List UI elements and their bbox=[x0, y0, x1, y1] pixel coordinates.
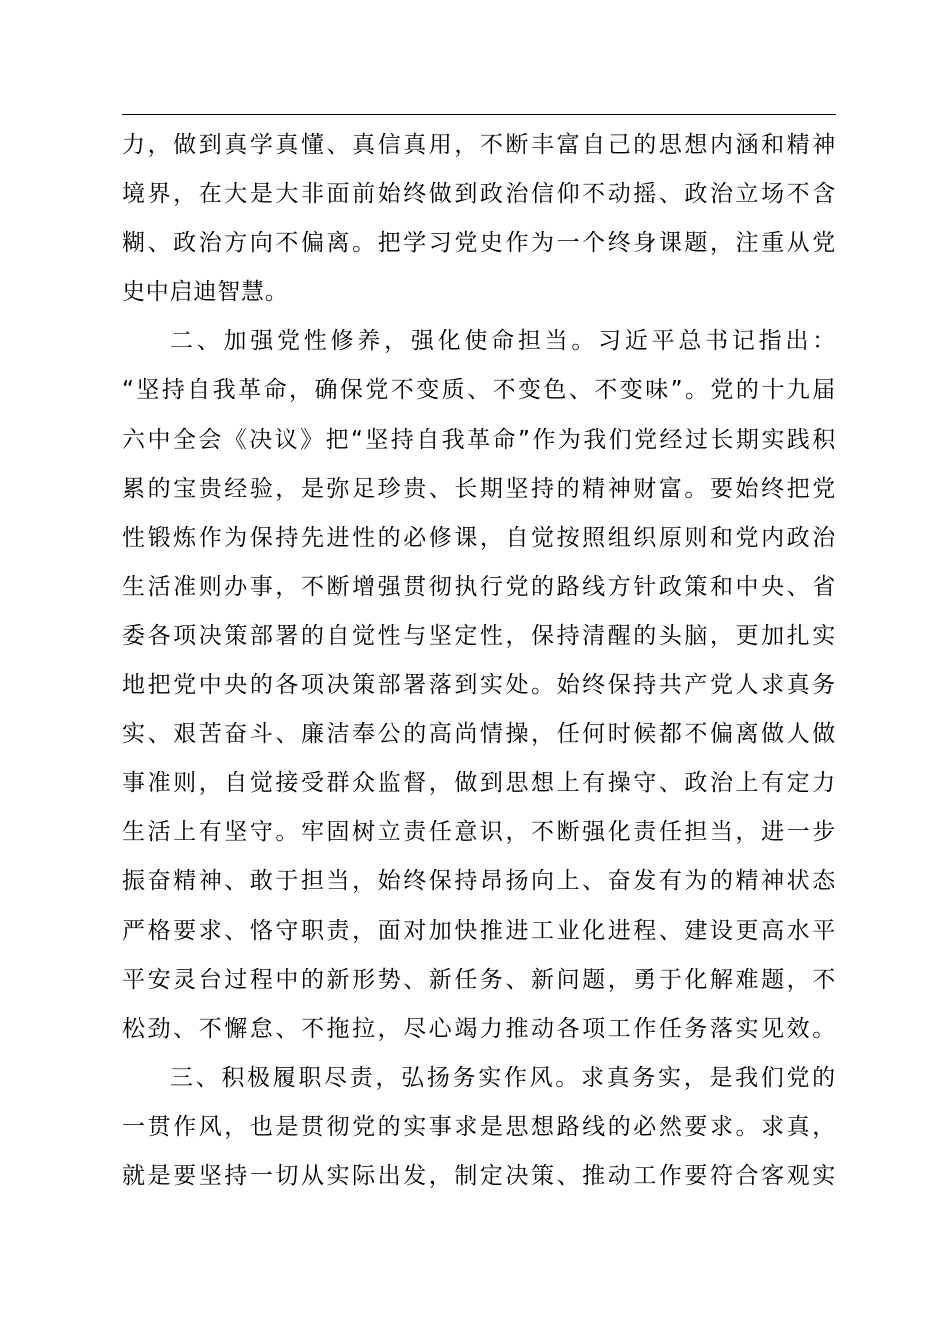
text-line: 六中全会《决议》把“坚持自我革命”作为我们党经过长期实践积 bbox=[122, 426, 836, 453]
section-heading-line: 二、加强党性修养，强化使命担当。习近平总书记指出： bbox=[170, 328, 836, 355]
text-line: 境界，在大是大非面前始终做到政治信仰不动摇、政治立场不含 bbox=[122, 181, 836, 208]
text-line: 生活准则办事，不断增强贯彻执行党的路线方针政策和中央、省 bbox=[122, 573, 836, 600]
header-rule bbox=[122, 114, 836, 115]
text-line: “坚持自我革命，确保党不变质、不变色、不变味”。党的十九届 bbox=[122, 377, 836, 404]
text-line: 力，做到真学真懂、真信真用，不断丰富自己的思想内涵和精神 bbox=[122, 132, 836, 158]
paragraph-end-line: 松劲、不懈怠、不拖拉，尽心竭力推动各项工作任务落实见效。 bbox=[122, 1015, 836, 1042]
text-line: 生活上有坚守。牢固树立责任意识，不断强化责任担当，进一步 bbox=[122, 819, 836, 846]
text-line: 严格要求、恪守职责，面对加快推进工业化进程、建设更高水平 bbox=[122, 917, 836, 944]
body-text bbox=[122, 121, 836, 1201]
text-line: 平安灵台过程中的新形势、新任务、新问题，勇于化解难题，不 bbox=[122, 966, 836, 993]
text-line: 振奋精神、敢于担当，始终保持昂扬向上、奋发有为的精神状态 bbox=[122, 868, 836, 895]
text-line: 累的宝贵经验，是弥足珍贵、长期坚持的精神财富。要始终把党 bbox=[122, 475, 836, 502]
text-line: 就是要坚持一切从实际出发，制定决策、推动工作要符合客观实 bbox=[122, 1162, 836, 1189]
text-line: 糊、政治方向不偏离。把学习党史作为一个终身课题，注重从党 bbox=[122, 230, 836, 257]
section-heading-line: 三、积极履职尽责，弘扬务实作风。求真务实，是我们党的 bbox=[170, 1064, 836, 1091]
text-line: 委各项决策部署的自觉性与坚定性，保持清醒的头脑，更加扎实 bbox=[122, 622, 836, 649]
text-line: 性锻炼作为保持先进性的必修课，自觉按照组织原则和党内政治 bbox=[122, 524, 836, 551]
paragraph-end-line: 史中启迪智慧。 bbox=[122, 279, 289, 306]
text-line: 实、艰苦奋斗、廉洁奉公的高尚情操，任何时候都不偏离做人做 bbox=[122, 721, 836, 748]
text-line: 一贯作风，也是贯彻党的实事求是思想路线的必然要求。求真， bbox=[122, 1113, 836, 1140]
text-line: 事准则，自觉接受群众监督，做到思想上有操守、政治上有定力 bbox=[122, 770, 836, 797]
text-line: 地把党中央的各项决策部署落到实处。始终保持共产党人求真务 bbox=[122, 672, 836, 699]
